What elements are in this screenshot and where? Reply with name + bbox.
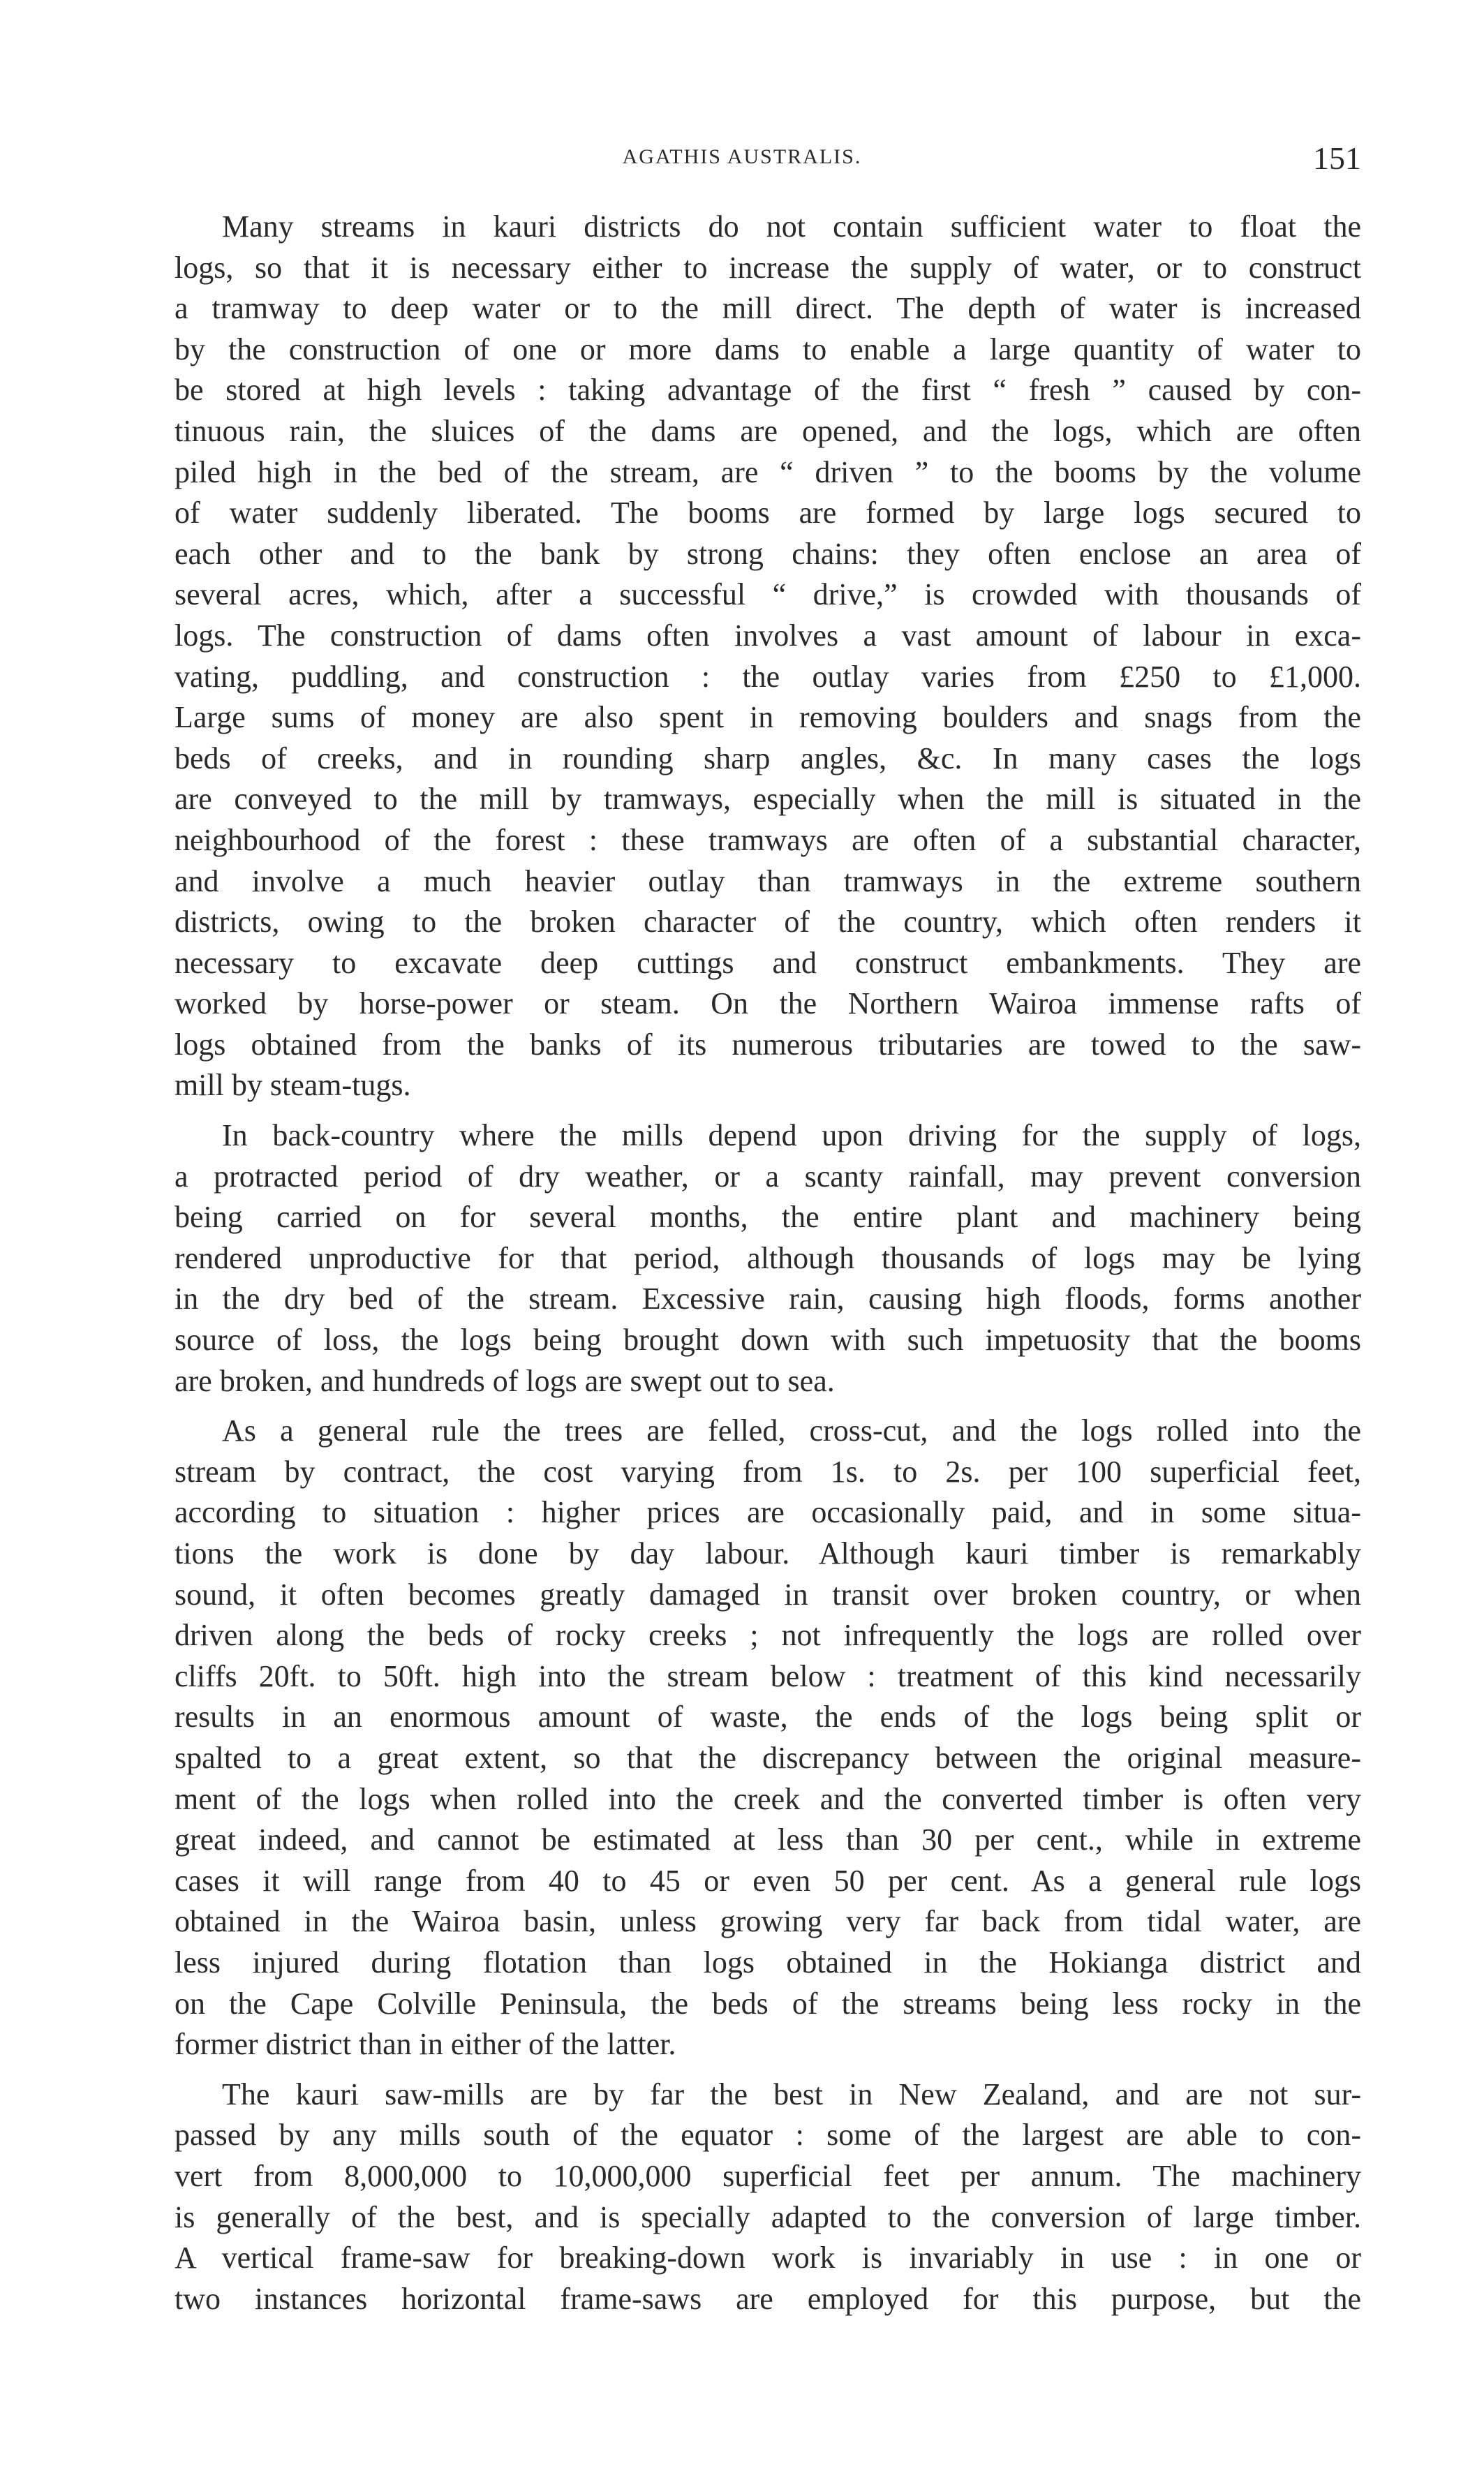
text-line: beds of creeks, and in rounding sharp angles, &c. In many cases the logs bbox=[175, 741, 1361, 775]
text-line: former district than in either of the latter. bbox=[175, 2027, 676, 2062]
text-line: rendered unproductive for that period, although thousands of logs may be lying bbox=[175, 1240, 1361, 1275]
text-line: worked by horse-power or steam. On the Northern Wairoa immense rafts of bbox=[175, 986, 1361, 1021]
text-line: logs. The construction of dams often involves a vast amount of labour in exca- bbox=[175, 618, 1361, 653]
text-line: each other and to the bank by strong chains: they often enclose an area of bbox=[175, 536, 1361, 571]
text-line: by the construction of one or more dams to enable a large quantity of water to bbox=[175, 332, 1361, 366]
text-line: source of loss, the logs being brought down with such impetuosity that the booms bbox=[175, 1323, 1361, 1358]
text-line: in the dry bed of the stream. Excessive rain, causing high floods, forms another bbox=[175, 1282, 1361, 1316]
text-line: driven along the beds of rocky creeks ; not infrequently the logs are rolled over bbox=[175, 1618, 1361, 1653]
text-line: and involve a much heavier outlay than tramways in the extreme southern bbox=[175, 863, 1361, 898]
text-line: Large sums of money are also spent in removing boulders and snags from the bbox=[175, 700, 1361, 735]
running-head bbox=[0, 140, 1484, 181]
text-line: according to situation : higher prices are occasionally paid, and in some situa- bbox=[175, 1495, 1361, 1530]
text-line: being carried on for several months, the entire plant and machinery being bbox=[175, 1200, 1361, 1235]
text-line: logs obtained from the banks of its numerous tributaries are towed to the saw- bbox=[175, 1027, 1361, 1062]
text-line: districts, owing to the broken character of the country, which often renders it bbox=[175, 905, 1361, 940]
text-line: ment of the logs when rolled into the creek and the converted timber is often very bbox=[175, 1781, 1361, 1816]
text-line: necessary to excavate deep cuttings and construct embankments. They are bbox=[175, 945, 1361, 980]
paragraph bbox=[175, 1115, 1361, 1402]
text-line: In back-country where the mills depend upon driving for the supply of logs, bbox=[222, 1118, 1361, 1153]
text-line: on the Cape Colville Peninsula, the beds of the streams being less rocky in the bbox=[175, 1986, 1361, 2021]
running-head-title: AGATHIS AUSTRALIS. bbox=[622, 145, 862, 168]
text-line: of water suddenly liberated. The booms are formed by large logs secured to bbox=[175, 496, 1361, 530]
text-line: vating, puddling, and construction : the outlay varies from £250 to £1,000. bbox=[175, 659, 1361, 694]
text-line: neighbourhood of the forest : these tramways are often of a substantial character, bbox=[175, 822, 1361, 857]
text-line: two instances horizontal frame-saws are employed for this purpose, but the bbox=[175, 2281, 1361, 2316]
text-line: great indeed, and cannot be estimated at less than 30 per cent., while in extreme bbox=[175, 1822, 1361, 1857]
text-line: less injured during flotation than logs obtained in the Hokianga district and bbox=[175, 1945, 1361, 1980]
text-line: stream by contract, the cost varying from 1s. to 2s. per 100 superficial feet, bbox=[175, 1454, 1361, 1489]
text-line: tions the work is done by day labour. Although kauri timber is remarkably bbox=[175, 1536, 1361, 1570]
text-line: are broken, and hundreds of logs are swept out to sea. bbox=[175, 1363, 835, 1398]
text-line: results in an enormous amount of waste, the ends of the logs being split or bbox=[175, 1700, 1361, 1735]
text-line: tinuous rain, the sluices of the dams are opened, and the logs, which are often bbox=[175, 413, 1361, 448]
paragraph bbox=[175, 2074, 1361, 2320]
text-line: vert from 8,000,000 to 10,000,000 superficial feet per annum. The machinery bbox=[175, 2158, 1361, 2193]
text-line: cliffs 20ft. to 50ft. high into the stream below : treatment of this kind necessarily bbox=[175, 1658, 1361, 1693]
page-number: 151 bbox=[1313, 140, 1361, 176]
paragraph bbox=[175, 1411, 1361, 2065]
text-line: logs, so that it is necessary either to increase the supply of water, or to construct bbox=[175, 250, 1361, 285]
text-line: sound, it often becomes greatly damaged in transit over broken country, or when bbox=[175, 1577, 1361, 1612]
text-line: passed by any mills south of the equator : some of the largest are able to con- bbox=[175, 2118, 1361, 2153]
text-line: obtained in the Wairoa basin, unless growing very far back from tidal water, are bbox=[175, 1904, 1361, 1939]
text-line: a protracted period of dry weather, or a scanty rainfall, may prevent conversion bbox=[175, 1159, 1361, 1194]
text-line: As a general rule the trees are felled, cross-cut, and the logs rolled into the bbox=[222, 1413, 1361, 1448]
text-line: cases it will range from 40 to 45 or even 50 per cent. As a general rule logs bbox=[175, 1863, 1361, 1898]
body-text bbox=[175, 207, 1361, 2329]
paragraph bbox=[175, 207, 1361, 1106]
text-line: spalted to a great extent, so that the discrepancy between the original measure- bbox=[175, 1740, 1361, 1775]
text-line: A vertical frame-saw for breaking-down work is invariably in use : in one or bbox=[175, 2241, 1361, 2275]
text-line: The kauri saw-mills are by far the best in New Zealand, and are not sur- bbox=[222, 2077, 1361, 2111]
text-line: be stored at high levels : taking advantage of the first “ fresh ” caused by con- bbox=[175, 373, 1361, 408]
text-line: piled high in the bed of the stream, are “ driven ” to the booms by the volume bbox=[175, 454, 1361, 489]
text-line: are conveyed to the mill by tramways, especially when the mill is situated in the bbox=[175, 782, 1361, 817]
text-line: a tramway to deep water or to the mill direct. The depth of water is increased bbox=[175, 291, 1361, 326]
text-line: several acres, which, after a successful “ drive,” is crowded with thousands of bbox=[175, 577, 1361, 612]
text-line: Many streams in kauri districts do not contain sufficient water to float the bbox=[222, 209, 1361, 244]
text-line: mill by steam-tugs. bbox=[175, 1068, 411, 1103]
text-line: is generally of the best, and is specially adapted to the conversion of large timber. bbox=[175, 2199, 1361, 2234]
